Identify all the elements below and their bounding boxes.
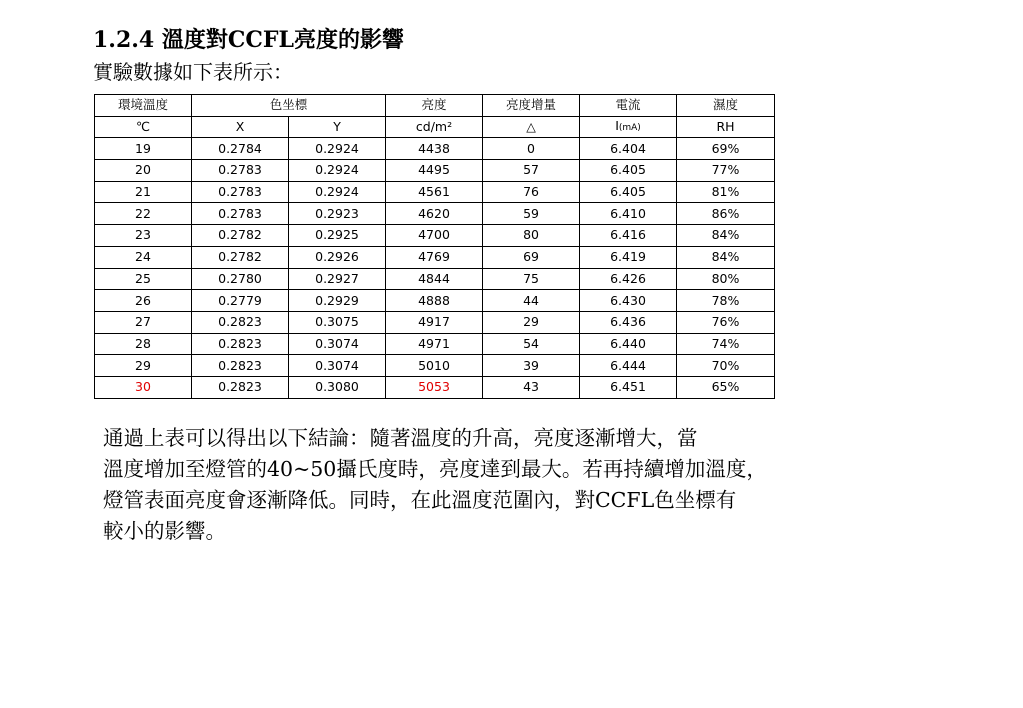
cell-humidity: 70% [677,355,775,377]
cell-y: 0.2929 [289,290,386,312]
cell-x: 0.2823 [192,376,289,398]
intro-text: 實驗數據如下表所示： [93,60,293,84]
cell-brightness: 4888 [386,290,483,312]
cell-brightness: 4971 [386,333,483,355]
cell-brightness: 4620 [386,203,483,225]
unit-current [580,116,677,138]
table-row [95,181,775,203]
cell-humidity: 69% [677,138,775,160]
cell-temperature: 29 [95,355,192,377]
cell-humidity: 76% [677,311,775,333]
table-row [95,138,775,160]
cell-temperature: 30 [95,376,192,398]
cell-brightness: 5010 [386,355,483,377]
cell-delta: 75 [483,268,580,290]
unit-current-unit: (mA) [618,123,641,134]
unit-brightness-increase: △ [483,116,580,138]
cell-humidity: 84% [677,225,775,247]
header-temperature: 環境溫度 [95,95,192,117]
cell-humidity: 80% [677,268,775,290]
cell-current: 6.426 [580,268,677,290]
cell-brightness: 4700 [386,225,483,247]
cell-temperature: 21 [95,181,192,203]
cell-temperature: 20 [95,160,192,182]
cell-y: 0.2924 [289,181,386,203]
cell-x: 0.2823 [192,355,289,377]
table-row [95,290,775,312]
cell-y: 0.2926 [289,246,386,268]
cell-temperature: 27 [95,311,192,333]
cell-temperature: 22 [95,203,192,225]
cell-y: 0.2927 [289,268,386,290]
header-brightness-increase: 亮度增量 [483,95,580,117]
cell-brightness: 4561 [386,181,483,203]
cell-brightness: 4769 [386,246,483,268]
table-row [95,333,775,355]
cell-y: 0.2925 [289,225,386,247]
cell-y: 0.2924 [289,138,386,160]
cell-temperature: 26 [95,290,192,312]
cell-brightness: 4495 [386,160,483,182]
table-header-row [95,95,775,117]
table-row [95,160,775,182]
cell-current: 6.404 [580,138,677,160]
cell-brightness: 4917 [386,311,483,333]
cell-delta: 0 [483,138,580,160]
cell-current: 6.405 [580,160,677,182]
unit-y: Y [289,116,386,138]
unit-temperature: ℃ [95,116,192,138]
header-humidity: 濕度 [677,95,775,117]
cell-brightness: 4844 [386,268,483,290]
cell-delta: 59 [483,203,580,225]
unit-current-symbol: I [615,118,619,134]
header-current: 電流 [580,95,677,117]
cell-x: 0.2823 [192,333,289,355]
cell-x: 0.2779 [192,290,289,312]
table-row [95,268,775,290]
table-row [95,225,775,247]
header-brightness: 亮度 [386,95,483,117]
cell-current: 6.419 [580,246,677,268]
table-units-row [95,116,775,138]
cell-x: 0.2783 [192,181,289,203]
cell-temperature: 23 [95,225,192,247]
cell-x: 0.2782 [192,225,289,247]
cell-delta: 76 [483,181,580,203]
cell-delta: 39 [483,355,580,377]
cell-x: 0.2823 [192,311,289,333]
cell-current: 6.405 [580,181,677,203]
cell-temperature: 19 [95,138,192,160]
cell-delta: 80 [483,225,580,247]
unit-humidity: RH [677,116,775,138]
table-row [95,355,775,377]
cell-temperature: 25 [95,268,192,290]
cell-x: 0.2783 [192,160,289,182]
table-row [95,203,775,225]
cell-current: 6.436 [580,311,677,333]
experiment-data-table [94,94,775,399]
cell-humidity: 77% [677,160,775,182]
cell-delta: 44 [483,290,580,312]
conclusion-line: 溫度增加至燈管的40~50攝氏度時，亮度達到最大。若再持續增加溫度， [103,457,767,481]
cell-humidity: 84% [677,246,775,268]
cell-humidity: 78% [677,290,775,312]
header-color-coordinate: 色坐標 [192,95,386,117]
cell-x: 0.2784 [192,138,289,160]
cell-humidity: 65% [677,376,775,398]
cell-delta: 29 [483,311,580,333]
cell-x: 0.2782 [192,246,289,268]
unit-brightness: cd/m² [386,116,483,138]
conclusion-line: 燈管表面亮度會逐漸降低。同時，在此溫度范圍內，對CCFL色坐標有 [103,488,737,512]
cell-y: 0.2923 [289,203,386,225]
cell-x: 0.2780 [192,268,289,290]
section-heading: 1.2.4 溫度對CCFL亮度的影響 [93,27,405,53]
cell-delta: 43 [483,376,580,398]
cell-y: 0.3075 [289,311,386,333]
cell-y: 0.3080 [289,376,386,398]
cell-current: 6.416 [580,225,677,247]
conclusion-line: 較小的影響。 [103,519,226,543]
cell-current: 6.444 [580,355,677,377]
cell-delta: 57 [483,160,580,182]
cell-current: 6.430 [580,290,677,312]
cell-delta: 54 [483,333,580,355]
cell-current: 6.440 [580,333,677,355]
cell-current: 6.451 [580,376,677,398]
table-row [95,246,775,268]
unit-x: X [192,116,289,138]
table-row [95,376,775,398]
table-row [95,311,775,333]
cell-humidity: 74% [677,333,775,355]
cell-humidity: 86% [677,203,775,225]
cell-delta: 69 [483,246,580,268]
cell-y: 0.3074 [289,355,386,377]
cell-temperature: 24 [95,246,192,268]
cell-brightness: 5053 [386,376,483,398]
cell-brightness: 4438 [386,138,483,160]
cell-x: 0.2783 [192,203,289,225]
cell-y: 0.3074 [289,333,386,355]
cell-y: 0.2924 [289,160,386,182]
cell-current: 6.410 [580,203,677,225]
cell-humidity: 81% [677,181,775,203]
conclusion-paragraph [103,423,943,547]
cell-temperature: 28 [95,333,192,355]
conclusion-line: 通過上表可以得出以下結論：隨著溫度的升高，亮度逐漸增大，當 [103,426,698,450]
